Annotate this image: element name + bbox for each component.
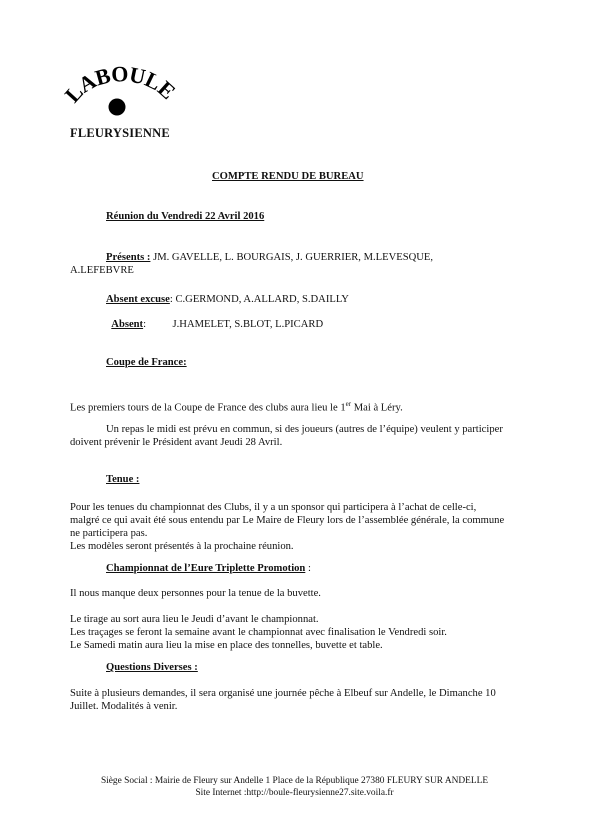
meeting-date: Réunion du Vendredi 22 Avril 2016 — [106, 211, 265, 222]
presents-line — [106, 252, 433, 264]
championnat-line-1: Il nous manque deux personnes pour la tenue de la buvette. — [70, 588, 321, 599]
absent-excuse-names: : C.GERMOND, A.ALLARD, S.DAILLY — [169, 294, 349, 305]
presents-label: Présents : — [106, 252, 151, 263]
coupe-paragraph-1 — [70, 398, 403, 415]
section-heading-tenue: Tenue : — [106, 474, 140, 485]
tenue-line-1: Pour les tenues du championnat des Clubs, il y a un sponsor qui participera à l’achat de celle-ci, — [70, 502, 477, 513]
absent-names: : J.HAMELET, S.BLOT, L.PICARD — [143, 319, 324, 330]
page-title: COMPTE RENDU DE BUREAU — [212, 171, 364, 182]
questions-line-1: Suite à plusieurs demandes, il sera organisé une journée pêche à Elbeuf sur Andelle, le Dimanche 10 — [70, 688, 496, 699]
absent-excuse-line — [106, 294, 349, 306]
championnat-heading-suffix: : — [305, 563, 311, 574]
coupe-p1-text: Les premiers tours de la Coupe de France des clubs aura lieu le 1 — [70, 402, 346, 414]
championnat-heading-text: Championnat de l’Eure Triplette Promotion — [106, 563, 306, 574]
presents-names: JM. GAVELLE, L. BOURGAIS, J. GUERRIER, M.LEVESQUE, — [150, 252, 434, 263]
coupe-paragraph-2b: doivent prévenir le Président avant Jeudi 28 Avril. — [70, 437, 283, 448]
championnat-line-3: Les traçages se feront la semaine avant le championnat avec finalisation le Vendredi soir. — [70, 627, 447, 638]
tenue-line-2: malgré ce qui avait été sous entendu par Le Maire de Fleury lors de l’assemblée générale, la commune — [70, 515, 505, 526]
absent-line — [106, 307, 323, 331]
section-heading-championnat — [106, 563, 311, 575]
coupe-paragraph-2a: Un repas le midi est prévu en commun, si des joueurs (autres de l’équipe) veulent y participer — [106, 424, 503, 435]
absent-label: Absent — [111, 319, 144, 330]
footer-address: Siège Social : Mairie de Fleury sur Andelle 1 Place de la République 27380 FLEURY SUR ANDELLE — [100, 776, 489, 786]
section-heading-questions: Questions Diverses : — [106, 662, 198, 673]
tenue-line-4: Les modèles seront présentés à la prochaine réunion. — [70, 541, 294, 552]
coupe-p1-end: Mai à Léry. — [351, 402, 403, 414]
absent-excuse-label: Absent excuse — [106, 294, 170, 305]
section-heading-coupe: Coupe de France: — [106, 357, 187, 368]
boule-ball-icon — [109, 99, 126, 116]
logo-subtitle: FLEURYSIENNE — [70, 126, 170, 140]
tenue-line-3: ne participera pas. — [70, 528, 148, 539]
presents-names-cont: A.LEFEBVRE — [70, 265, 134, 276]
questions-line-2: Juillet. Modalités à venir. — [70, 701, 178, 712]
coupe-p1-sup: er — [345, 400, 352, 408]
championnat-line-2: Le tirage au sort aura lieu le Jeudi d’avant le championnat. — [70, 614, 319, 625]
logo-arc-text: LABOULE — [60, 61, 181, 108]
championnat-line-4: Le Samedi matin aura lieu la mise en place des tonnelles, buvette et table. — [70, 640, 383, 651]
footer-website: Site Internet :http://boule-fleurysienne27.site.voila.fr — [195, 788, 394, 798]
